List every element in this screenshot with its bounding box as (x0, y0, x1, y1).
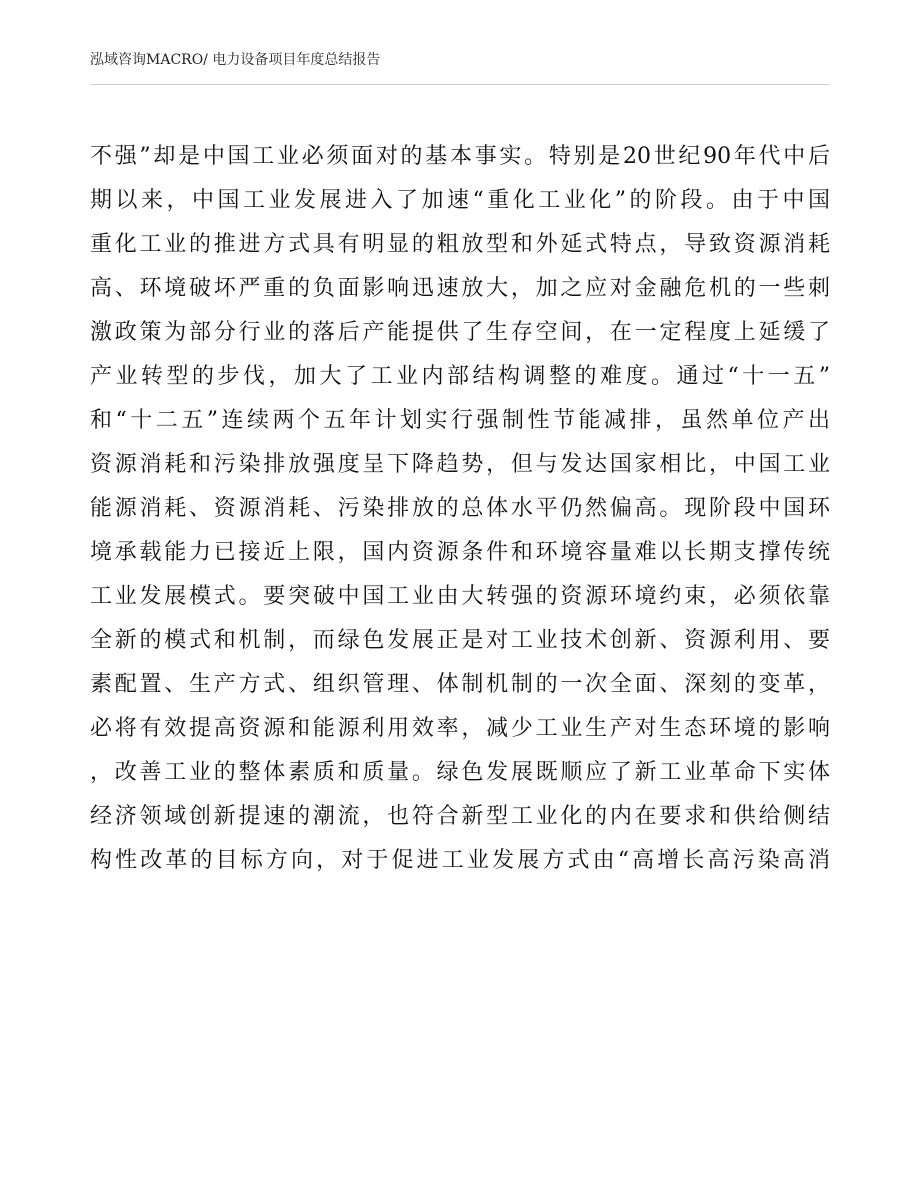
text-line: 资源消耗和污染排放强度呈下降趋势，但与发达国家相比，中国工业 (90, 452, 830, 477)
text-line: 境承载能力已接近上限，国内资源条件和环境容量难以长期支撑传统 (90, 540, 830, 565)
text-line: 和“十二五”连续两个五年计划实行强制性节能减排，虽然单位产出 (90, 408, 830, 433)
text-line: 工业发展模式。要突破中国工业由大转强的资源环境约束，必须依靠 (90, 584, 830, 609)
text-line: 产业转型的步伐，加大了工业内部结构调整的难度。通过“十一五” (90, 364, 830, 389)
header-divider (90, 84, 830, 85)
text-line: 全新的模式和机制，而绿色发展正是对工业技术创新、资源利用、要 (90, 628, 830, 653)
body-paragraph (90, 135, 830, 883)
text-line: ，改善工业的整体素质和质量。绿色发展既顺应了新工业革命下实体 (90, 760, 830, 785)
text-line: 必将有效提高资源和能源利用效率，减少工业生产对生态环境的影响 (90, 716, 830, 741)
text-line: 高、环境破坏严重的负面影响迅速放大，加之应对金融危机的一些刺 (90, 276, 830, 301)
text-line: 素配置、生产方式、组织管理、体制机制的一次全面、深刻的变革， (90, 672, 830, 697)
text-line: 构性改革的目标方向，对于促进工业发展方式由“高增长高污染高消 (90, 848, 830, 873)
text-line: 不强”却是中国工业必须面对的基本事实。特别是20世纪90年代中后 (90, 144, 830, 169)
text-line: 重化工业的推进方式具有明显的粗放型和外延式特点，导致资源消耗 (90, 232, 830, 257)
page-header: 泓域咨询MACRO/ 电力设备项目年度总结报告 (90, 52, 381, 68)
text-line: 经济领域创新提速的潮流，也符合新型工业化的内在要求和供给侧结 (90, 804, 830, 829)
text-line: 能源消耗、资源消耗、污染排放的总体水平仍然偏高。现阶段中国环 (90, 496, 830, 521)
text-line: 激政策为部分行业的落后产能提供了生存空间，在一定程度上延缓了 (90, 320, 830, 345)
text-line: 期以来，中国工业发展进入了加速“重化工业化”的阶段。由于中国 (90, 188, 830, 213)
